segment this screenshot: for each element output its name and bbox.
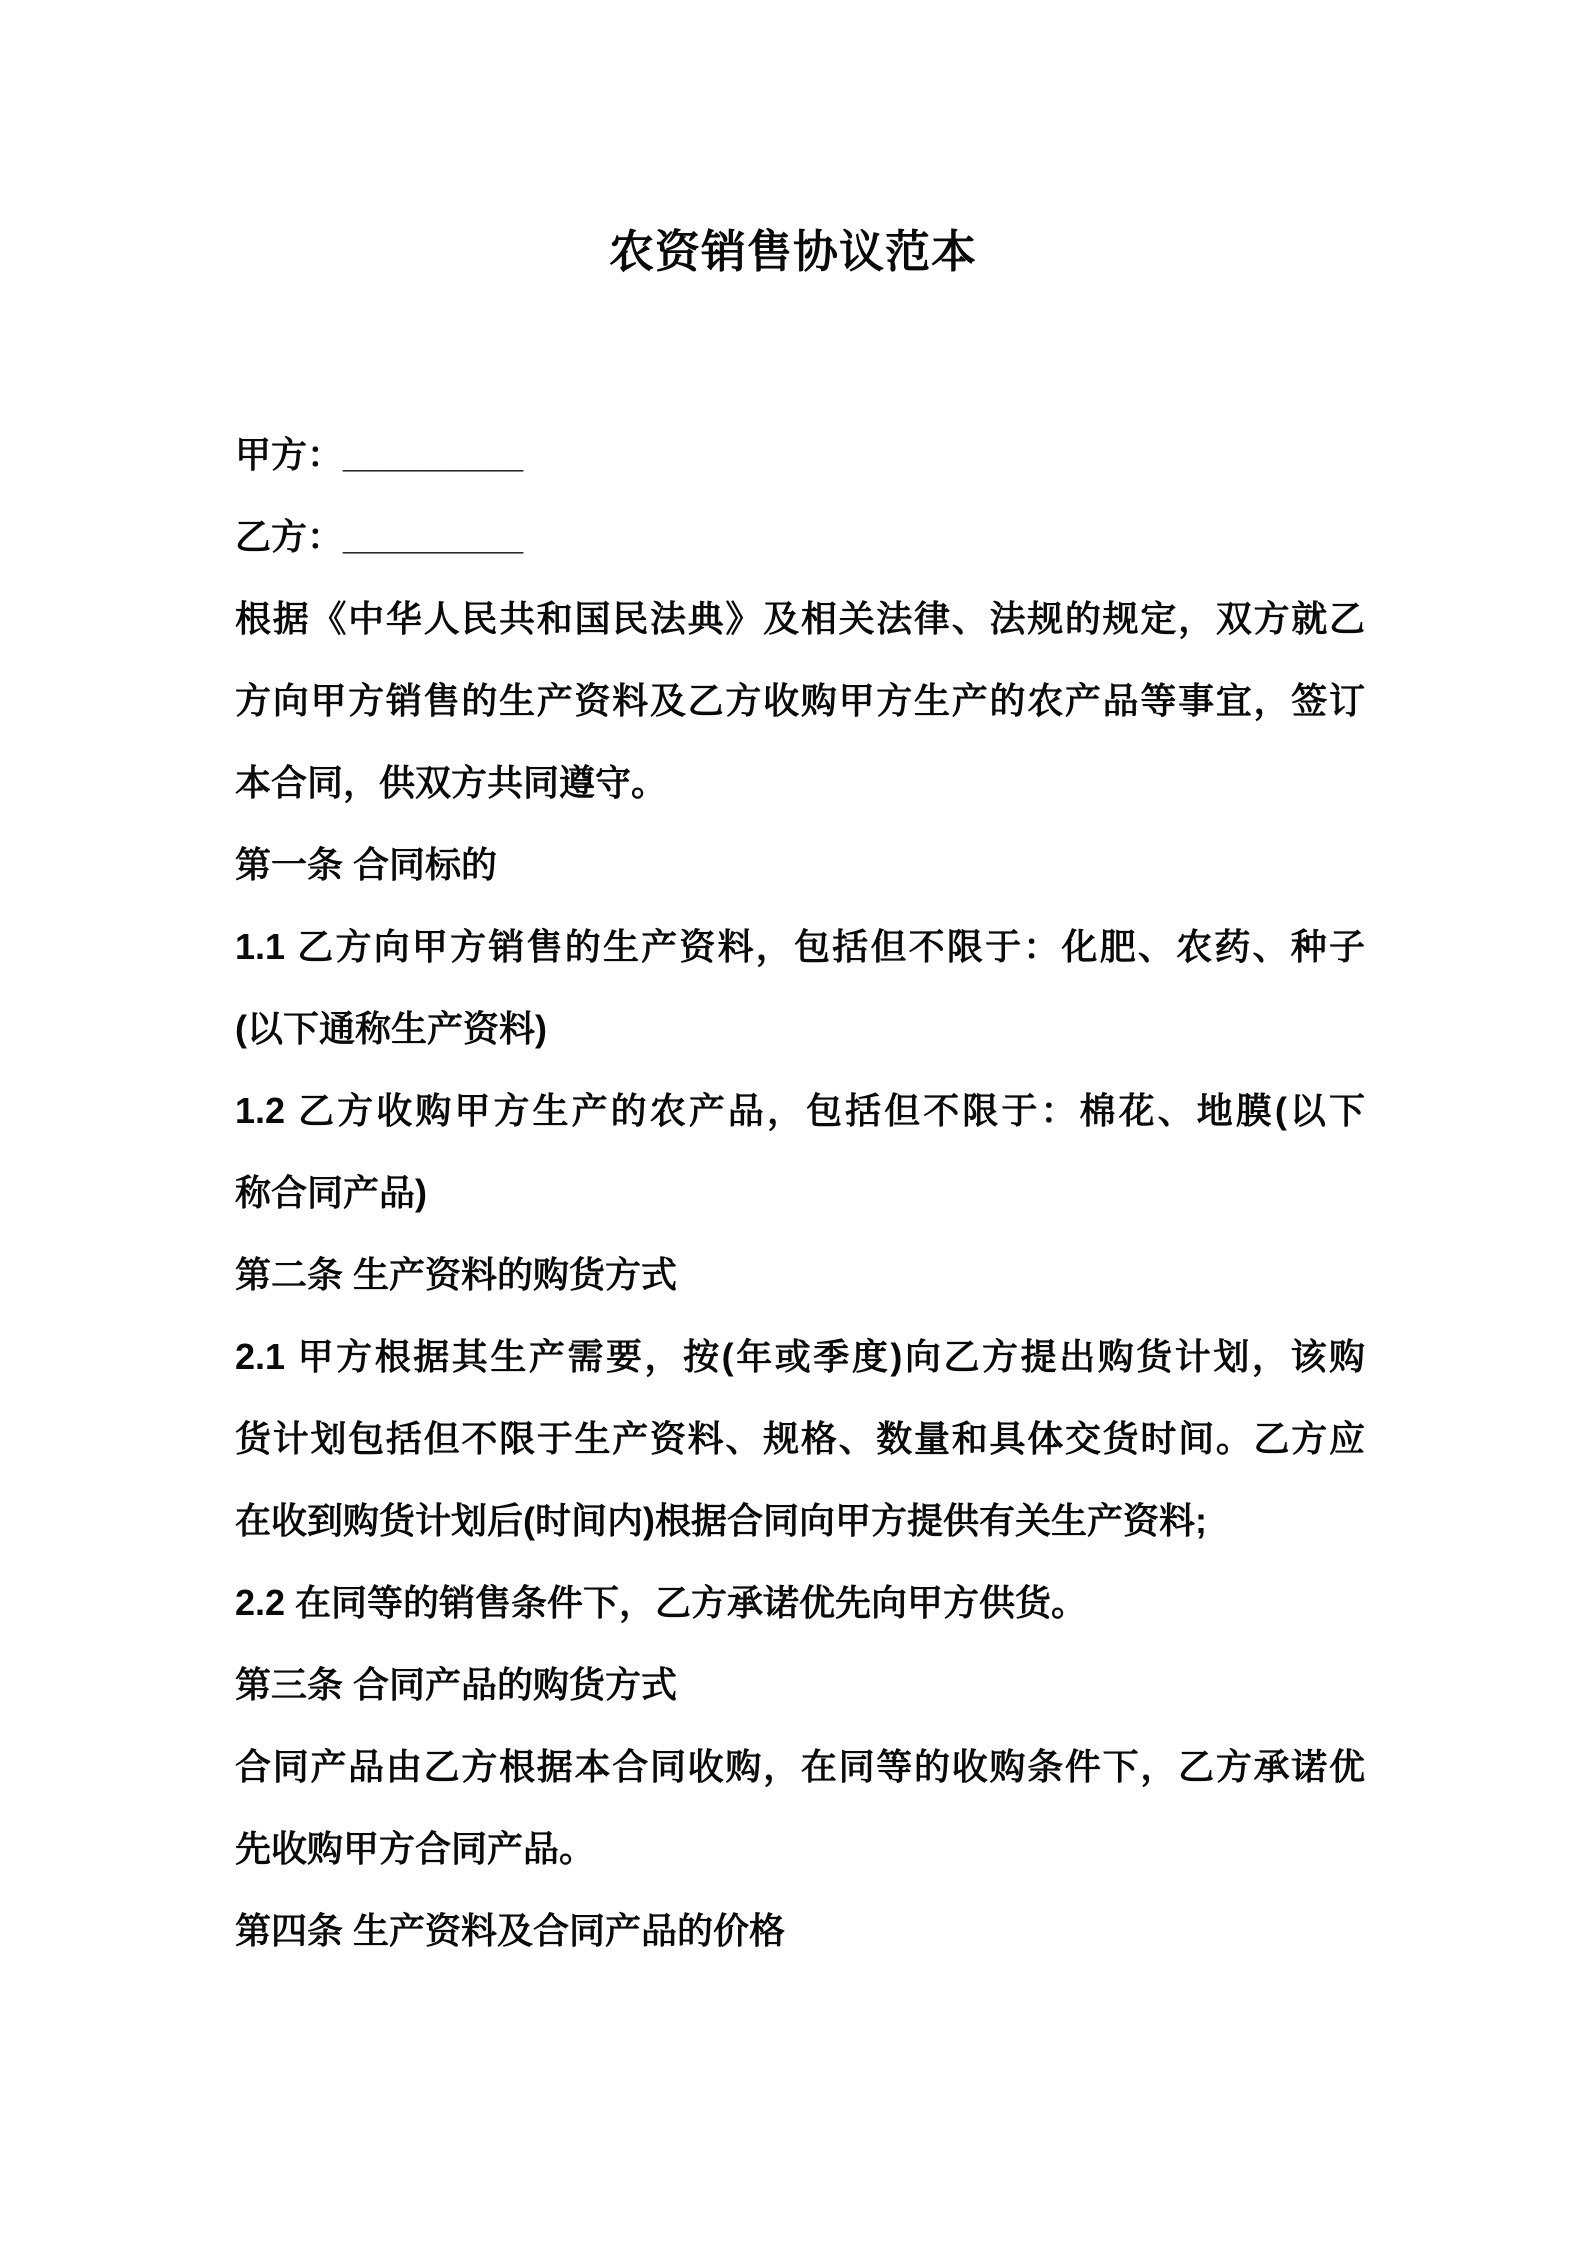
document-title: 农资销售协议范本 xyxy=(608,226,977,277)
party-b-line: 乙方：_________ xyxy=(235,516,524,557)
clause-1-2-line-2: 称合同产品) xyxy=(235,1172,427,1213)
preamble-line-1: 根据《中华人民共和国民法典》及相关法律、法规的规定，双方就乙 xyxy=(235,598,1365,639)
preamble-line-3: 本合同，供双方共同遵守。 xyxy=(235,762,668,803)
article-3-body-line-1: 合同产品由乙方根据本合同收购，在同等的收购条件下，乙方承诺优 xyxy=(235,1746,1365,1787)
clause-1-1-line-1: 1.1 乙方向甲方销售的生产资料，包括但不限于：化肥、农药、种子 xyxy=(235,926,1365,967)
clause-2-1-line-2: 货计划包括但不限于生产资料、规格、数量和具体交货时间。乙方应 xyxy=(235,1418,1365,1459)
clause-2-1-line-1: 2.1 甲方根据其生产需要，按(年或季度)向乙方提出购货计划，该购 xyxy=(235,1336,1365,1377)
clause-1-2-line-1: 1.2 乙方收购甲方生产的农产品，包括但不限于：棉花、地膜(以下 xyxy=(235,1090,1365,1131)
party-a-line: 甲方：_________ xyxy=(235,434,524,475)
article-4-heading: 第四条 生产资料及合同产品的价格 xyxy=(235,1910,786,1951)
article-2-heading: 第二条 生产资料的购货方式 xyxy=(235,1254,678,1295)
article-1-heading: 第一条 合同标的 xyxy=(235,844,498,885)
document-body xyxy=(235,414,1365,1972)
clause-2-1-line-3: 在收到购货计划后(时间内)根据合同向甲方提供有关生产资料; xyxy=(235,1500,1207,1541)
article-3-heading: 第三条 合同产品的购货方式 xyxy=(235,1664,678,1705)
clause-2-2-line: 2.2 在同等的销售条件下，乙方承诺优先向甲方供货。 xyxy=(235,1582,1088,1623)
clause-1-1-line-2: (以下通称生产资料) xyxy=(235,1008,547,1049)
preamble-line-2: 方向甲方销售的生产资料及乙方收购甲方生产的农产品等事宜，签订 xyxy=(235,680,1365,721)
article-3-body-line-2: 先收购甲方合同产品。 xyxy=(235,1828,596,1869)
